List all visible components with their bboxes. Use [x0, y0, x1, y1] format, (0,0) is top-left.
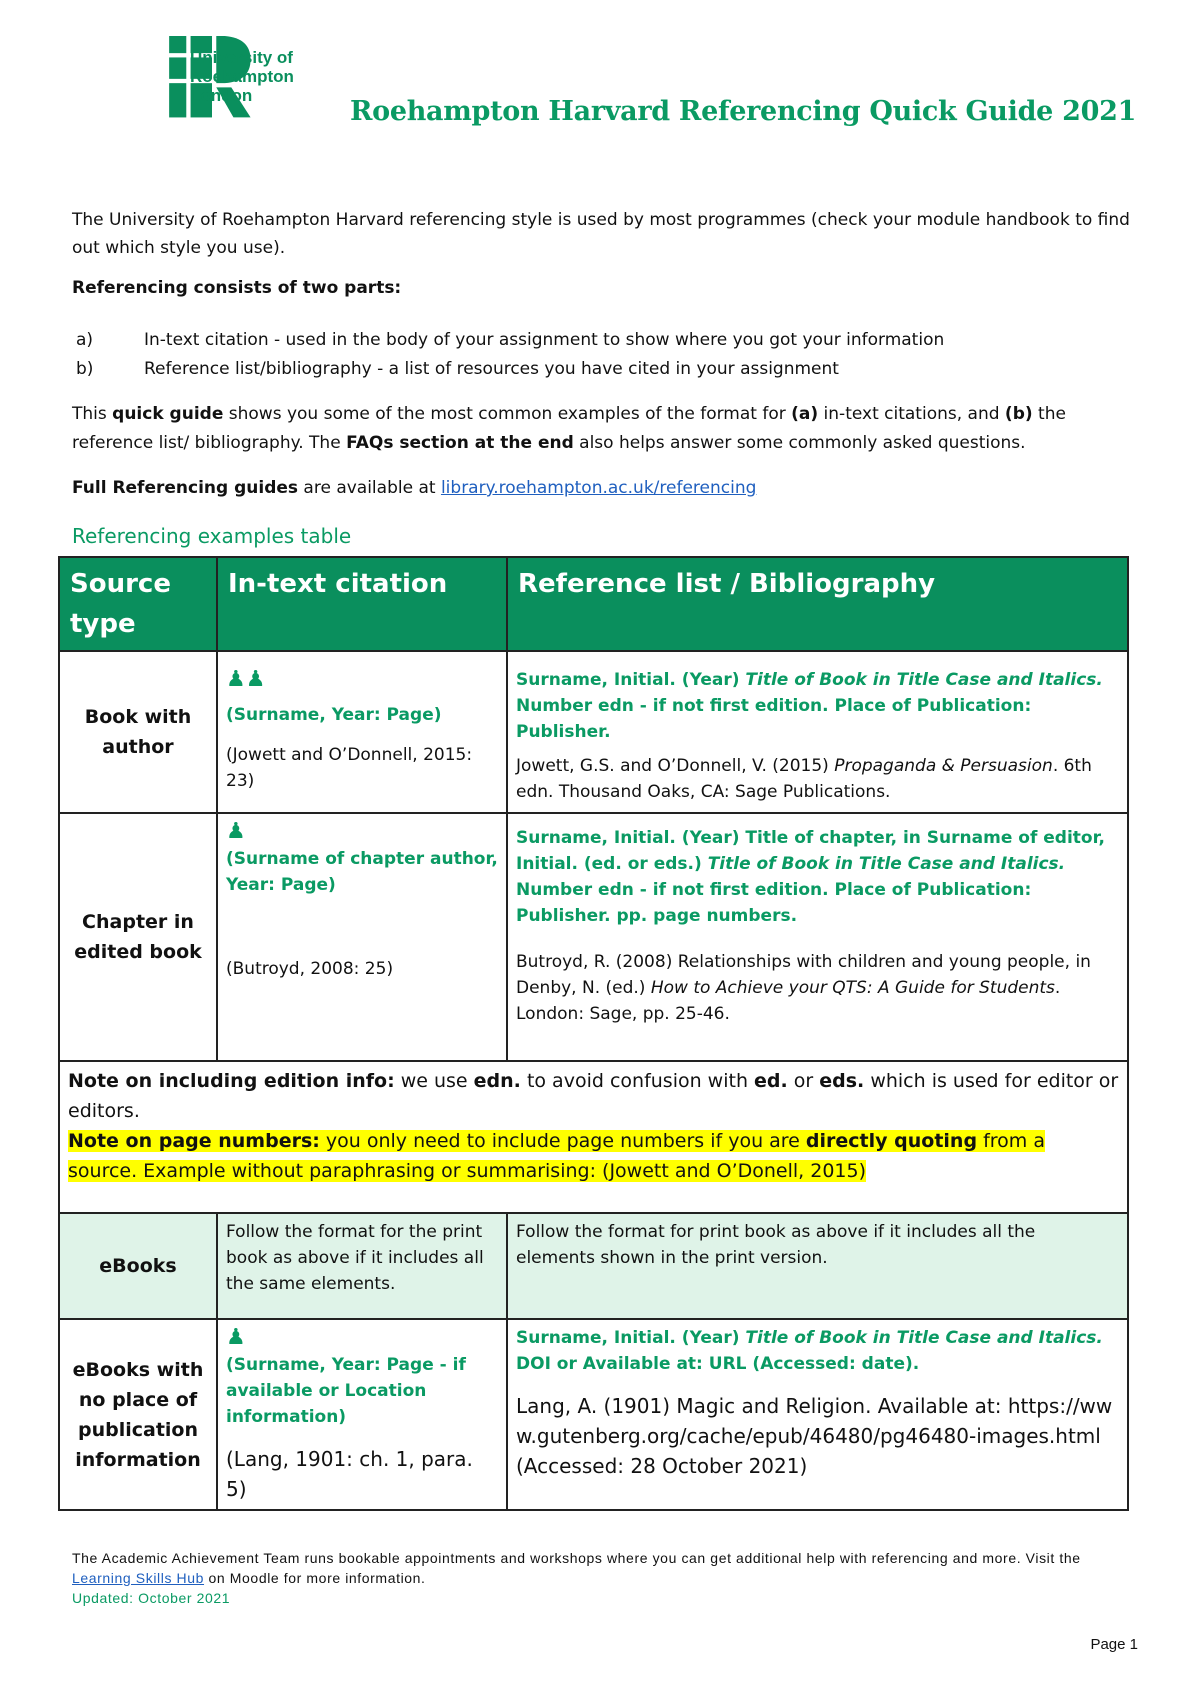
source-type-cell: Book with author	[59, 651, 217, 813]
page-title: Roehampton Harvard Referencing Quick Guide 2021	[350, 96, 1137, 127]
page-number: Page 1	[1090, 1636, 1138, 1653]
column-header-source-type: Source type	[59, 557, 217, 651]
column-header-reference-list: Reference list / Bibliography	[507, 557, 1128, 651]
reference-cell: Surname, Initial. (Year) Title of Book in Title Case and Italics. Number edn - if not first edition. Place of Publication: Publisher. Jowett, G.S. and O’Donnell, V. (2015) Propaganda & Persuasion. 6th edn. Thousand Oaks, CA: Sage Publications.	[507, 651, 1128, 813]
footer: The Academic Achievement Team runs bookable appointments and workshops where you can get additional help with referencing and more. Visit the Learning Skills Hub on Moodle for more information. Updated: October 2021	[72, 1548, 1112, 1608]
section-heading: Referencing examples table	[72, 524, 352, 548]
reference-cell: Surname, Initial. (Year) Title of Book in Title Case and Italics. DOI or Available at: URL (Accessed: date). Lang, A. (1901) Magic and Religion. Available at: https://www.gutenberg.org/cache/epub/46480/pg46480-images.html (Accessed: 28 October 2021)	[507, 1319, 1128, 1510]
author-icon: ♟	[226, 819, 246, 844]
source-type-cell: Chapter in edited book	[59, 813, 217, 1061]
in-text-cell: Follow the format for the print book as above if it includes all the same elements.	[217, 1213, 507, 1319]
source-type-cell: eBooks	[59, 1213, 217, 1319]
notes-cell: Note on including edition info: we use edn. to avoid confusion with ed. or eds. which is used for editor or editors. Note on page numbers: you only need to include page numbers if you are directly quoting from a source. Example without paraphrasing or summarising: (Jowett and O’Donell, 2015)	[59, 1061, 1128, 1213]
column-header-in-text: In-text citation	[217, 557, 507, 651]
full-guides-paragraph: Full Referencing guides are available at library.roehampton.ac.uk/referencing	[72, 478, 757, 498]
source-type-cell: eBooks with no place of publication information	[59, 1319, 217, 1510]
in-text-cell: ♟♟ (Surname, Year: Page) (Jowett and O’Donnell, 2015: 23)	[217, 651, 507, 813]
updated-date: Updated: October 2021	[72, 1590, 231, 1606]
intro-paragraph	[72, 206, 1142, 302]
table-row-book	[59, 651, 1128, 813]
reference-cell: Surname, Initial. (Year) Title of chapter, in Surname of editor, Initial. (ed. or eds.) Title of Book in Title Case and Italics. Number edn - if not first edition. Place of Publication: Publisher. pp. page numbers. Butroyd, R. (2008) Relationships with children and young people, in Denby, N. (ed.) How to Achieve your QTS: A Guide for Students. London: Sage, pp. 25-46.	[507, 813, 1128, 1061]
authors-icon: ♟♟	[226, 667, 266, 692]
table-row-ebooks-no-place	[59, 1319, 1128, 1510]
table-row-ebooks	[59, 1213, 1128, 1319]
table-row-chapter	[59, 813, 1128, 1061]
in-text-cell: ♟ (Surname, Year: Page - if available or Location information) (Lang, 1901: ch. 1, para. 5)	[217, 1319, 507, 1510]
logo-wordmark: University of Roehampton London	[190, 48, 294, 105]
table-header-row	[59, 557, 1128, 651]
parts-heading: Referencing consists of two parts:	[72, 278, 402, 298]
referencing-table	[58, 556, 1129, 1511]
list-item: b) Reference list/bibliography - a list of resources you have cited in your assignment	[76, 359, 839, 379]
list-item: a) In-text citation - used in the body of your assignment to show where you got your information	[76, 330, 945, 350]
in-text-cell: ♟ (Surname of chapter author, Year: Page) (Butroyd, 2008: 25)	[217, 813, 507, 1061]
referencing-link[interactable]: library.roehampton.ac.uk/referencing	[440, 478, 757, 498]
parts-list	[72, 326, 1142, 384]
reference-cell: Follow the format for print book as above if it includes all the elements shown in the print version.	[507, 1213, 1128, 1319]
quick-guide-paragraph: This quick guide shows you some of the most common examples of the format for (a) in-text citations, and (b) the reference list/ bibliography. The FAQs section at the end also helps answer some commonly asked questions.	[72, 404, 1066, 453]
table-row-notes	[59, 1061, 1128, 1213]
author-icon: ♟	[226, 1325, 246, 1350]
learning-skills-hub-link[interactable]: Learning Skills Hub	[72, 1570, 205, 1586]
intro-text: The University of Roehampton Harvard referencing style is used by most programmes (check your module handbook to find out which style you use).	[72, 210, 1130, 258]
